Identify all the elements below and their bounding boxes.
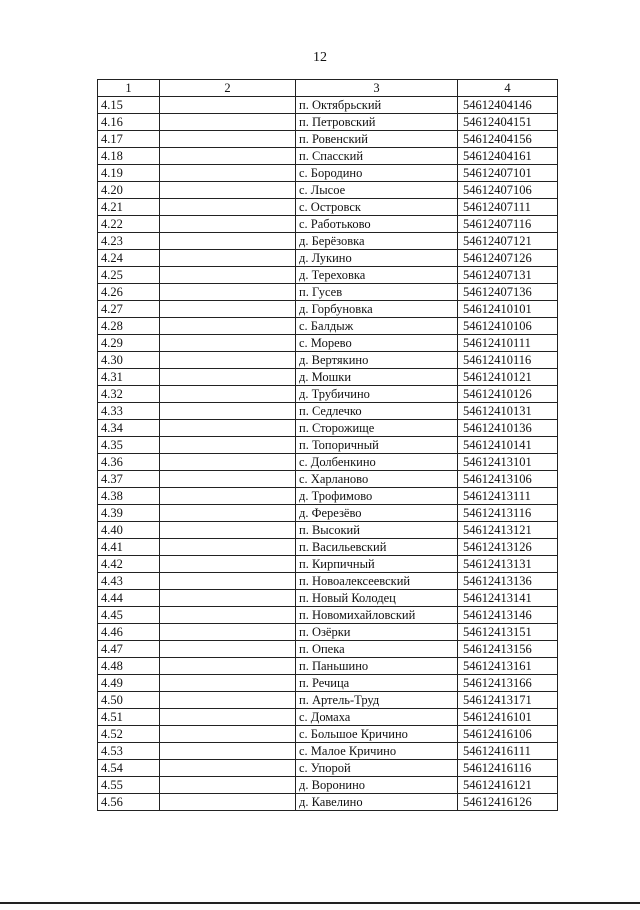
row-blank-cell (160, 573, 296, 590)
oktmo-code: 54612413166 (458, 675, 558, 692)
table-row (98, 131, 558, 148)
row-blank-cell (160, 539, 296, 556)
table-row (98, 199, 558, 216)
table-row (98, 284, 558, 301)
table-row (98, 505, 558, 522)
settlement-name: п. Спасский (296, 148, 458, 165)
row-number: 4.22 (98, 216, 160, 233)
table-row (98, 267, 558, 284)
row-blank-cell (160, 556, 296, 573)
row-blank-cell (160, 199, 296, 216)
table-row (98, 352, 558, 369)
row-number: 4.53 (98, 743, 160, 760)
oktmo-code: 54612416101 (458, 709, 558, 726)
table-row (98, 794, 558, 811)
row-blank-cell (160, 590, 296, 607)
settlement-name: п. Васильевский (296, 539, 458, 556)
settlement-name: с. Лысое (296, 182, 458, 199)
settlement-name: с. Большое Кричино (296, 726, 458, 743)
oktmo-code: 54612416106 (458, 726, 558, 743)
settlement-name: п. Гусев (296, 284, 458, 301)
oktmo-code: 54612416116 (458, 760, 558, 777)
row-blank-cell (160, 505, 296, 522)
oktmo-code: 54612410106 (458, 318, 558, 335)
row-number: 4.54 (98, 760, 160, 777)
oktmo-code: 54612410141 (458, 437, 558, 454)
oktmo-code: 54612407126 (458, 250, 558, 267)
settlement-name: с. Малое Кричино (296, 743, 458, 760)
settlement-name: д. Кавелино (296, 794, 458, 811)
settlement-name: п. Опека (296, 641, 458, 658)
header-row (98, 80, 558, 97)
row-blank-cell (160, 114, 296, 131)
table-row (98, 777, 558, 794)
table-row (98, 148, 558, 165)
settlement-name: п. Артель-Труд (296, 692, 458, 709)
row-number: 4.40 (98, 522, 160, 539)
row-number: 4.36 (98, 454, 160, 471)
settlement-name: п. Речица (296, 675, 458, 692)
settlement-name: с. Островск (296, 199, 458, 216)
settlement-name: с. Бородино (296, 165, 458, 182)
row-number: 4.35 (98, 437, 160, 454)
row-number: 4.24 (98, 250, 160, 267)
settlement-name: д. Ферезёво (296, 505, 458, 522)
row-blank-cell (160, 794, 296, 811)
settlement-name: п. Кирпичный (296, 556, 458, 573)
table-row (98, 556, 558, 573)
oktmo-code: 54612413171 (458, 692, 558, 709)
table-row (98, 658, 558, 675)
row-blank-cell (160, 97, 296, 114)
column-header-2: 2 (160, 80, 296, 97)
oktmo-code: 54612413106 (458, 471, 558, 488)
row-number: 4.27 (98, 301, 160, 318)
row-blank-cell (160, 403, 296, 420)
table-row (98, 318, 558, 335)
row-blank-cell (160, 318, 296, 335)
row-number: 4.52 (98, 726, 160, 743)
oktmo-code: 54612410121 (458, 369, 558, 386)
settlement-name: с. Балдыж (296, 318, 458, 335)
oktmo-code: 54612416126 (458, 794, 558, 811)
oktmo-code: 54612413116 (458, 505, 558, 522)
oktmo-code: 54612416121 (458, 777, 558, 794)
table-row (98, 726, 558, 743)
column-header-1: 1 (98, 80, 160, 97)
row-number: 4.28 (98, 318, 160, 335)
settlement-name: п. Седлечко (296, 403, 458, 420)
settlement-name: п. Новый Колодец (296, 590, 458, 607)
row-blank-cell (160, 437, 296, 454)
table-row (98, 420, 558, 437)
row-blank-cell (160, 301, 296, 318)
oktmo-code: 54612407116 (458, 216, 558, 233)
table-row (98, 624, 558, 641)
table-row (98, 386, 558, 403)
oktmo-code: 54612404151 (458, 114, 558, 131)
settlement-name: п. Петровский (296, 114, 458, 131)
table-row (98, 607, 558, 624)
row-blank-cell (160, 777, 296, 794)
row-number: 4.45 (98, 607, 160, 624)
row-blank-cell (160, 182, 296, 199)
table-row (98, 97, 558, 114)
table-row (98, 743, 558, 760)
oktmo-code: 54612410111 (458, 335, 558, 352)
column-header-4: 4 (458, 80, 558, 97)
oktmo-code: 54612404146 (458, 97, 558, 114)
table-row (98, 216, 558, 233)
oktmo-code: 54612404156 (458, 131, 558, 148)
table-row (98, 165, 558, 182)
oktmo-code: 54612410116 (458, 352, 558, 369)
row-number: 4.30 (98, 352, 160, 369)
settlement-name: с. Долбенкино (296, 454, 458, 471)
row-number: 4.46 (98, 624, 160, 641)
settlement-name: д. Горбуновка (296, 301, 458, 318)
table-row (98, 369, 558, 386)
row-blank-cell (160, 284, 296, 301)
settlement-name: с. Упорой (296, 760, 458, 777)
settlement-name: п. Ровенский (296, 131, 458, 148)
row-number: 4.26 (98, 284, 160, 301)
row-blank-cell (160, 641, 296, 658)
row-blank-cell (160, 488, 296, 505)
settlement-name: с. Домаха (296, 709, 458, 726)
row-number: 4.20 (98, 182, 160, 199)
settlement-name: с. Морево (296, 335, 458, 352)
row-number: 4.42 (98, 556, 160, 573)
settlement-name: п. Сторожище (296, 420, 458, 437)
row-number: 4.38 (98, 488, 160, 505)
table-row (98, 760, 558, 777)
settlement-name: д. Вертякино (296, 352, 458, 369)
table-row (98, 437, 558, 454)
settlement-name: д. Трофимово (296, 488, 458, 505)
table-row (98, 641, 558, 658)
oktmo-code: 54612413141 (458, 590, 558, 607)
settlement-name: п. Паньшино (296, 658, 458, 675)
row-blank-cell (160, 267, 296, 284)
oktmo-code: 54612413156 (458, 641, 558, 658)
row-blank-cell (160, 454, 296, 471)
row-blank-cell (160, 386, 296, 403)
row-number: 4.15 (98, 97, 160, 114)
row-blank-cell (160, 369, 296, 386)
row-number: 4.16 (98, 114, 160, 131)
row-blank-cell (160, 148, 296, 165)
row-blank-cell (160, 624, 296, 641)
oktmo-code: 54612413161 (458, 658, 558, 675)
table-row (98, 675, 558, 692)
row-number: 4.51 (98, 709, 160, 726)
row-blank-cell (160, 250, 296, 267)
row-number: 4.50 (98, 692, 160, 709)
row-number: 4.56 (98, 794, 160, 811)
row-blank-cell (160, 607, 296, 624)
oktmo-code: 54612407131 (458, 267, 558, 284)
table-row (98, 335, 558, 352)
table-header (98, 80, 558, 97)
bottom-edge-line (0, 902, 640, 904)
row-blank-cell (160, 131, 296, 148)
row-number: 4.49 (98, 675, 160, 692)
table-row (98, 539, 558, 556)
row-blank-cell (160, 709, 296, 726)
table-row (98, 114, 558, 131)
row-blank-cell (160, 233, 296, 250)
settlement-name: п. Озёрки (296, 624, 458, 641)
oktmo-code: 54612407136 (458, 284, 558, 301)
table-row (98, 709, 558, 726)
oktmo-code: 54612413101 (458, 454, 558, 471)
row-blank-cell (160, 675, 296, 692)
oktmo-code: 54612413131 (458, 556, 558, 573)
oktmo-code: 54612407111 (458, 199, 558, 216)
settlement-name: д. Берёзовка (296, 233, 458, 250)
row-blank-cell (160, 352, 296, 369)
settlement-name: п. Октябрьский (296, 97, 458, 114)
row-number: 4.25 (98, 267, 160, 284)
settlement-name: д. Трубичино (296, 386, 458, 403)
oktmo-code: 54612410136 (458, 420, 558, 437)
oktmo-code: 54612410126 (458, 386, 558, 403)
settlement-name: п. Топоричный (296, 437, 458, 454)
row-number: 4.55 (98, 777, 160, 794)
oktmo-code: 54612410131 (458, 403, 558, 420)
row-number: 4.47 (98, 641, 160, 658)
row-number: 4.41 (98, 539, 160, 556)
row-number: 4.48 (98, 658, 160, 675)
row-blank-cell (160, 471, 296, 488)
row-number: 4.43 (98, 573, 160, 590)
row-number: 4.18 (98, 148, 160, 165)
row-number: 4.19 (98, 165, 160, 182)
row-number: 4.39 (98, 505, 160, 522)
row-number: 4.33 (98, 403, 160, 420)
oktmo-code: 54612413136 (458, 573, 558, 590)
table-row (98, 403, 558, 420)
settlement-name: п. Новомихайловский (296, 607, 458, 624)
settlement-name: д. Мошки (296, 369, 458, 386)
row-blank-cell (160, 726, 296, 743)
table-row (98, 522, 558, 539)
oktmo-code: 54612404161 (458, 148, 558, 165)
settlement-name: с. Харланово (296, 471, 458, 488)
row-blank-cell (160, 658, 296, 675)
settlement-table (97, 79, 558, 811)
table-row (98, 692, 558, 709)
oktmo-code: 54612413151 (458, 624, 558, 641)
table-row (98, 301, 558, 318)
table-row (98, 573, 558, 590)
oktmo-code: 54612413146 (458, 607, 558, 624)
row-blank-cell (160, 743, 296, 760)
row-number: 4.21 (98, 199, 160, 216)
row-blank-cell (160, 420, 296, 437)
table-row (98, 233, 558, 250)
row-number: 4.29 (98, 335, 160, 352)
table-row (98, 488, 558, 505)
table-row (98, 454, 558, 471)
settlement-name: д. Воронино (296, 777, 458, 794)
row-blank-cell (160, 216, 296, 233)
settlement-name: п. Высокий (296, 522, 458, 539)
settlement-name: с. Работьково (296, 216, 458, 233)
table-row (98, 590, 558, 607)
row-number: 4.32 (98, 386, 160, 403)
settlement-table-wrapper (97, 79, 558, 811)
page-number: 12 (313, 50, 327, 65)
row-number: 4.44 (98, 590, 160, 607)
table-row (98, 250, 558, 267)
table-body (98, 97, 558, 811)
row-blank-cell (160, 760, 296, 777)
row-blank-cell (160, 522, 296, 539)
settlement-name: д. Лукино (296, 250, 458, 267)
oktmo-code: 54612413126 (458, 539, 558, 556)
oktmo-code: 54612416111 (458, 743, 558, 760)
oktmo-code: 54612410101 (458, 301, 558, 318)
column-header-3: 3 (296, 80, 458, 97)
table-row (98, 471, 558, 488)
oktmo-code: 54612413111 (458, 488, 558, 505)
oktmo-code: 54612413121 (458, 522, 558, 539)
row-number: 4.31 (98, 369, 160, 386)
settlement-name: д. Тереховка (296, 267, 458, 284)
row-blank-cell (160, 692, 296, 709)
oktmo-code: 54612407106 (458, 182, 558, 199)
row-blank-cell (160, 335, 296, 352)
row-blank-cell (160, 165, 296, 182)
row-number: 4.34 (98, 420, 160, 437)
row-number: 4.37 (98, 471, 160, 488)
oktmo-code: 54612407101 (458, 165, 558, 182)
row-number: 4.17 (98, 131, 160, 148)
oktmo-code: 54612407121 (458, 233, 558, 250)
table-row (98, 182, 558, 199)
row-number: 4.23 (98, 233, 160, 250)
settlement-name: п. Новоалексеевский (296, 573, 458, 590)
